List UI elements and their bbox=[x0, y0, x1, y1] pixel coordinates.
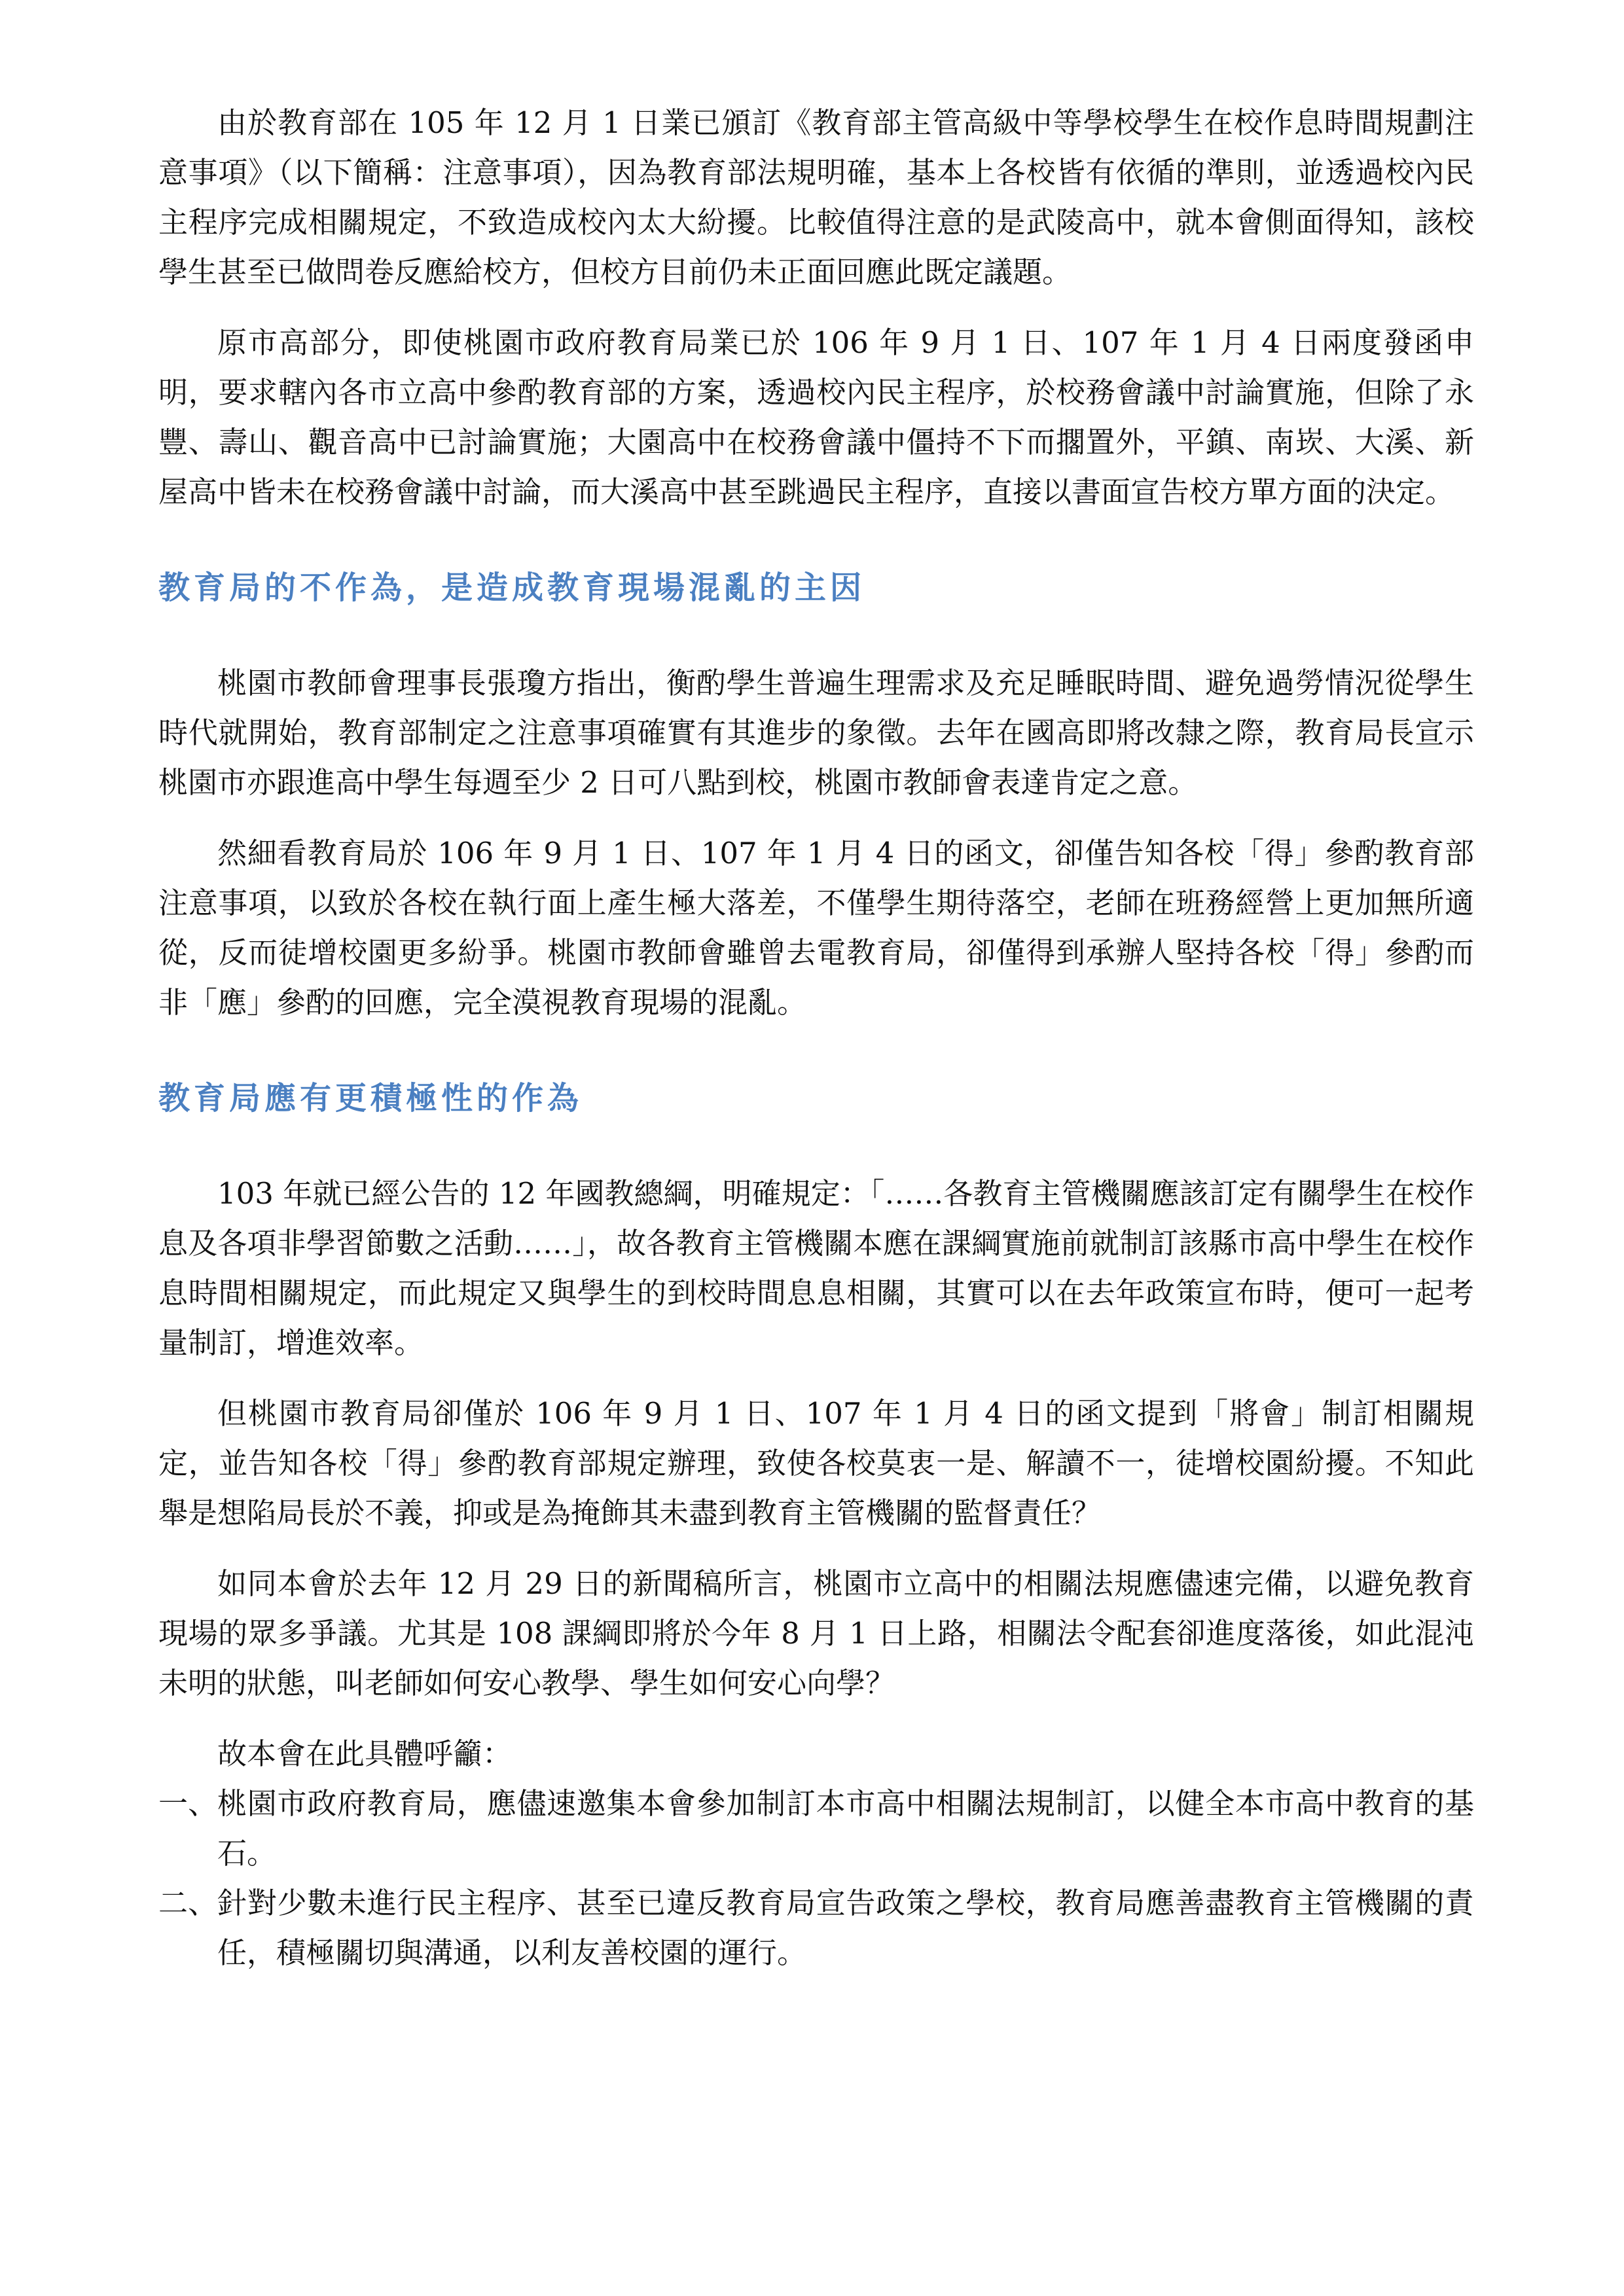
list-marker: 一、 bbox=[158, 1786, 218, 1821]
paragraph-curriculum-guidelines: 103 年就已經公告的 12 年國教總綱，明確規定：「……各教育主管機關應該訂定有關學生在校作息及各項非學習節數之活動……」，故各教育主管機關本應在課綱實施前就制訂該縣市高中學生在校作息時間相關規定，而此規定又與學生的到校時間息息相關，其實可以在去年政策宣布時，便可一起考量制訂，增進效率。 bbox=[158, 1176, 1474, 1360]
paragraph-school-survey: 由於教育部在 105 年 12 月 1 日業已頒訂《教育部主管高級中等學校學生在校作息時間規劃注意事項》（以下簡稱：注意事項），因為教育部法規明確，基本上各校皆有依循的準則，並透過校內民主程序完成相關規定，不致造成校內太大紛擾。比較值得注意的是武陵高中，就本會側面得知，該校學生甚至已做問卷反應給校方，但校方目前仍未正面回應此既定議題。 bbox=[158, 105, 1474, 289]
section-heading-inaction: 教育局的不作為，是造成教育現場混亂的主因 bbox=[158, 569, 866, 606]
document-page bbox=[158, 98, 1474, 1978]
paragraph-city-high-schools: 原市高部分，即使桃園市政府教育局業已於 106 年 9 月 1 日、107 年 1 月 4 日兩度發函申明，要求轄內各市立高中參酌教育部的方案，透過校內民主程序，於校務會議中討論實施，但除了永豐、壽山、觀音高中已討論實施；大園高中在校務會議中僵持不下而擱置外，平鎮、南崁、大溪、新屋高中皆未在校務會議中討論，而大溪高中甚至跳過民主程序，直接以書面宣告校方單方面的決定。 bbox=[158, 325, 1474, 509]
section-heading-proactive: 教育局應有更積極性的作為 bbox=[158, 1080, 583, 1117]
list-text: 桃園市政府教育局，應儘速邀集本會參加制訂本市高中相關法規制訂，以健全本市高中教育的基石。 bbox=[217, 1786, 1474, 1871]
list-item-appeal-2 bbox=[158, 1878, 1474, 1978]
paragraph-union-statement: 桃園市教師會理事長張瓊方指出，衡酌學生普遍生理需求及充足睡眠時間、避免過勞情況從學生時代就開始，教育部制定之注意事項確實有其進步的象徵。去年在國高即將改隸之際，教育局長宣示桃園市亦跟進高中學生每週至少 2 日可八點到校，桃園市教師會表達肯定之意。 bbox=[158, 666, 1474, 800]
list-marker: 二、 bbox=[158, 1886, 218, 1920]
paragraph-bureau-letters: 但桃園市教育局卻僅於 106 年 9 月 1 日、107 年 1 月 4 日的函文提到「將會」制訂相關規定，並告知各校「得」參酌教育部規定辦理，致使各校莫衷一是、解讀不一，徒增校園紛擾。不知此舉是想陷局長於不義，抑或是為掩飾其未盡到教育主管機關的監督責任？ bbox=[158, 1396, 1474, 1530]
paragraph-appeal-intro: 故本會在此具體呼籲： bbox=[217, 1736, 513, 1771]
list-text: 針對少數未進行民主程序、甚至已違反教育局宣告政策之學校，教育局應善盡教育主管機關的責任，積極關切與溝通，以利友善校園的運行。 bbox=[217, 1886, 1474, 1970]
paragraph-press-release: 如同本會於去年 12 月 29 日的新聞稿所言，桃園市立高中的相關法規應儘速完備，以避免教育現場的眾多爭議。尤其是 108 課綱即將於今年 8 月 1 日上路，相關法令配套卻進度落後，如此混沌未明的狀態，叫老師如何安心教學、學生如何安心向學？ bbox=[158, 1566, 1474, 1700]
paragraph-official-letters: 然細看教育局於 106 年 9 月 1 日、107 年 1 月 4 日的函文，卻僅告知各校「得」參酌教育部注意事項，以致於各校在執行面上產生極大落差，不僅學生期待落空，老師在班務經營上更加無所適從，反而徒增校園更多紛爭。桃園市教師會雖曾去電教育局，卻僅得到承辦人堅持各校「得」參酌而非「應」參酌的回應，完全漠視教育現場的混亂。 bbox=[158, 836, 1474, 1020]
list-item-appeal-1 bbox=[158, 1779, 1474, 1878]
